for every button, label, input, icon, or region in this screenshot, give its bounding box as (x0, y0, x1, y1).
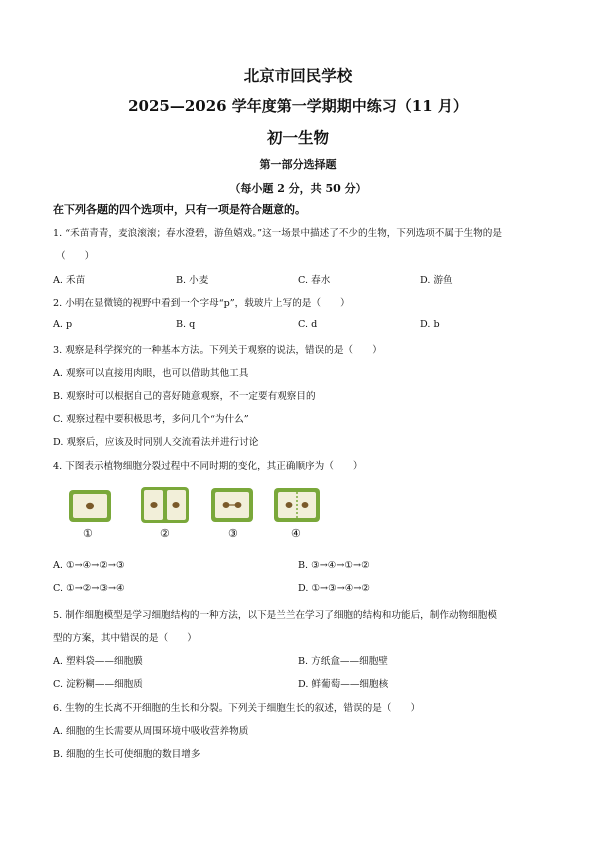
question-2-stem: 2. 小明在显微镜的视野中看到一个字母“p”，载玻片上写的是（ ） (53, 298, 350, 309)
question-4-option-d: D. ①→③→④→② (298, 583, 370, 594)
question-5-option-a: A. 塑料袋——细胞膜 (53, 656, 143, 667)
question-2-option-a: A. p (53, 319, 73, 330)
question-4-option-c: C. ①→②→③→④ (53, 583, 125, 594)
question-4-stem: 4. 下图表示植物细胞分裂过程中不同时期的变化，其正确顺序为（ ） (53, 461, 363, 472)
question-3-option-b: B. 观察时可以根据自己的喜好随意观察，不一定要有观察目的 (53, 391, 316, 402)
question-2-option-d: D. b (420, 319, 440, 330)
section-title: 第一部分选择题 (259, 158, 337, 171)
question-5-option-d: D. 鲜葡萄——细胞核 (298, 679, 389, 690)
cell-stage-2 (141, 487, 189, 523)
question-1-option-a: A. 禾苗 (53, 275, 86, 286)
cell-stage-1 (69, 490, 111, 522)
question-5-option-b: B. 方纸盒——细胞壁 (298, 656, 388, 667)
exam-title: 2025—2026 学年度第一学期期中练习（11 月） (128, 97, 468, 115)
question-1-option-d: D. 游鱼 (420, 275, 453, 286)
question-1-option-b: B. 小麦 (176, 275, 209, 286)
question-6-option-b: B. 细胞的生长可使细胞的数目增多 (53, 749, 201, 760)
question-4-option-a: A. ①→④→②→③ (53, 560, 125, 571)
question-6-option-a: A. 细胞的生长需要从周围环境中吸收营养物质 (53, 726, 249, 737)
cell-division-figure (66, 485, 346, 545)
question-3-option-a: A. 观察可以直接用肉眼，也可以借助其他工具 (53, 368, 249, 379)
cell-stage-4 (274, 488, 320, 522)
question-3-option-d: D. 观察后，应该及时同别人交流看法并进行讨论 (53, 437, 259, 448)
section-instruction: 在下列各题的四个选项中，只有一项是符合题意的。 (53, 203, 306, 216)
figure-label-3: ③ (228, 527, 238, 540)
cell-stage-3 (211, 488, 253, 522)
question-3-stem: 3. 观察是科学探究的一种基本方法。下列关于观察的说法，错误的是（ ） (53, 345, 382, 356)
question-5-option-c: C. 淀粉糊——细胞质 (53, 679, 143, 690)
question-1-stem-line1: 1. “禾苗青青，麦浪滚滚；春水澄碧，游鱼嬉戏。”这一场景中描述了不少的生物，下列选项不属于生物的是 (53, 228, 502, 239)
question-1-stem-line2: （ ） (56, 251, 95, 262)
section-scoring: （每小题 2 分，共 50 分） (229, 182, 367, 195)
cell-division-svg (66, 485, 346, 545)
question-2-option-c: C. d (298, 319, 318, 330)
figure-label-2: ② (160, 527, 170, 540)
figure-label-1: ① (83, 527, 93, 540)
question-2-option-b: B. q (176, 319, 196, 330)
question-5-stem-line2: 型的方案，其中错误的是（ ） (53, 633, 197, 644)
question-1-option-c: C. 春水 (298, 275, 331, 286)
subject-title: 初一生物 (266, 128, 329, 147)
question-4-option-b: B. ③→④→①→② (298, 560, 370, 571)
question-6-stem: 6. 生物的生长离不开细胞的生长和分裂。下列关于细胞生长的叙述，错误的是（ ） (53, 703, 421, 714)
question-3-option-c: C. 观察过程中要积极思考，多问几个“为什么” (53, 414, 249, 425)
question-5-stem-line1: 5. 制作细胞模型是学习细胞结构的一种方法，以下是兰兰在学习了细胞的结构和功能后，制作动物细胞模 (53, 610, 497, 621)
school-title: 北京市回民学校 (243, 66, 353, 85)
figure-label-4: ④ (291, 527, 301, 540)
